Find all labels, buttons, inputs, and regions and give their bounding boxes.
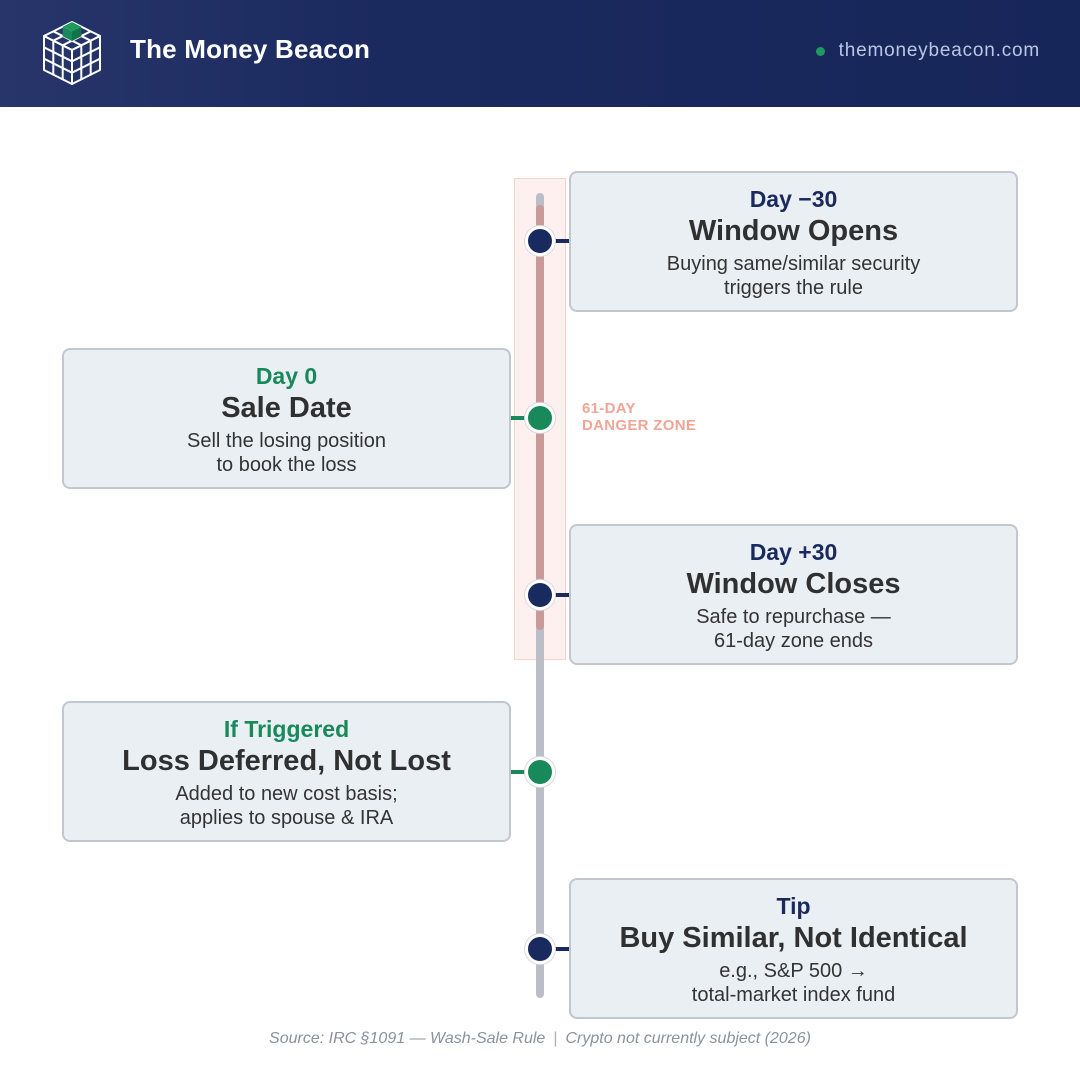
- danger-zone-label-line1: 61-DAY: [582, 400, 636, 417]
- connector-window-opens: [555, 239, 570, 243]
- card-description: [571, 959, 1016, 1007]
- card-window-opens: [569, 171, 1018, 312]
- card-description: [571, 252, 1016, 300]
- card-tip: [569, 878, 1018, 1019]
- card-title: Sale Date: [221, 392, 352, 424]
- connector-loss-deferred: [510, 770, 526, 774]
- connector-window-closes: [555, 593, 570, 597]
- source-text: Source: IRC §1091 — Wash-Sale Rule: [269, 1030, 546, 1047]
- card-title: Window Opens: [688, 215, 899, 247]
- brand-name: The Money Beacon: [130, 34, 371, 64]
- site-link[interactable]: [816, 40, 1040, 62]
- card-description-line: Buying same/similar security: [666, 253, 921, 275]
- danger-zone-label-line2: DANGER ZONE: [582, 417, 697, 434]
- card-description: [64, 782, 509, 830]
- footnote-note: Crypto not currently subject (2026): [565, 1030, 811, 1047]
- card-description-line: Sell the losing position: [186, 430, 386, 452]
- card-kicker: Day 0: [255, 363, 318, 389]
- card-description-line: Added to new cost basis;: [175, 783, 398, 805]
- danger-zone-label: [582, 400, 696, 434]
- card-description: [571, 605, 1016, 653]
- card-description-line: applies to spouse & IRA: [179, 807, 394, 829]
- card-description-line: Safe to repurchase —: [696, 606, 891, 628]
- card-title: Window Closes: [686, 568, 901, 600]
- card-kicker: If Triggered: [223, 716, 350, 742]
- card-window-closes: [569, 524, 1018, 665]
- timeline-node-sale-date: [525, 403, 555, 433]
- green-dot-icon: [816, 47, 825, 56]
- card-kicker: Day +30: [749, 539, 838, 565]
- site-url: themoneybeacon.com: [838, 40, 1040, 61]
- card-description-line: e.g., S&P 500 →: [719, 960, 868, 982]
- header-banner: [0, 0, 1080, 107]
- connector-sale-date: [510, 416, 526, 420]
- card-description-line: to book the loss: [216, 454, 357, 476]
- timeline-node-window-closes: [525, 580, 555, 610]
- timeline-node-window-opens: [525, 226, 555, 256]
- card-description-line: triggers the rule: [724, 277, 863, 299]
- timeline-node-tip: [525, 934, 555, 964]
- card-description-line: total-market index fund: [691, 984, 896, 1006]
- card-kicker: Tip: [776, 893, 811, 919]
- footnote-separator: |: [553, 1030, 558, 1047]
- timeline-node-loss-deferred: [525, 757, 555, 787]
- card-title: Buy Similar, Not Identical: [619, 922, 968, 954]
- source-footnote: [0, 1030, 1080, 1048]
- card-loss-deferred: [62, 701, 511, 842]
- cube-logo-icon: [38, 16, 106, 88]
- card-kicker: Day −30: [749, 186, 838, 212]
- card-description: [64, 429, 509, 477]
- card-sale-date: [62, 348, 511, 489]
- card-title: Loss Deferred, Not Lost: [122, 745, 451, 777]
- connector-tip: [555, 947, 570, 951]
- card-description-line: 61-day zone ends: [713, 630, 873, 652]
